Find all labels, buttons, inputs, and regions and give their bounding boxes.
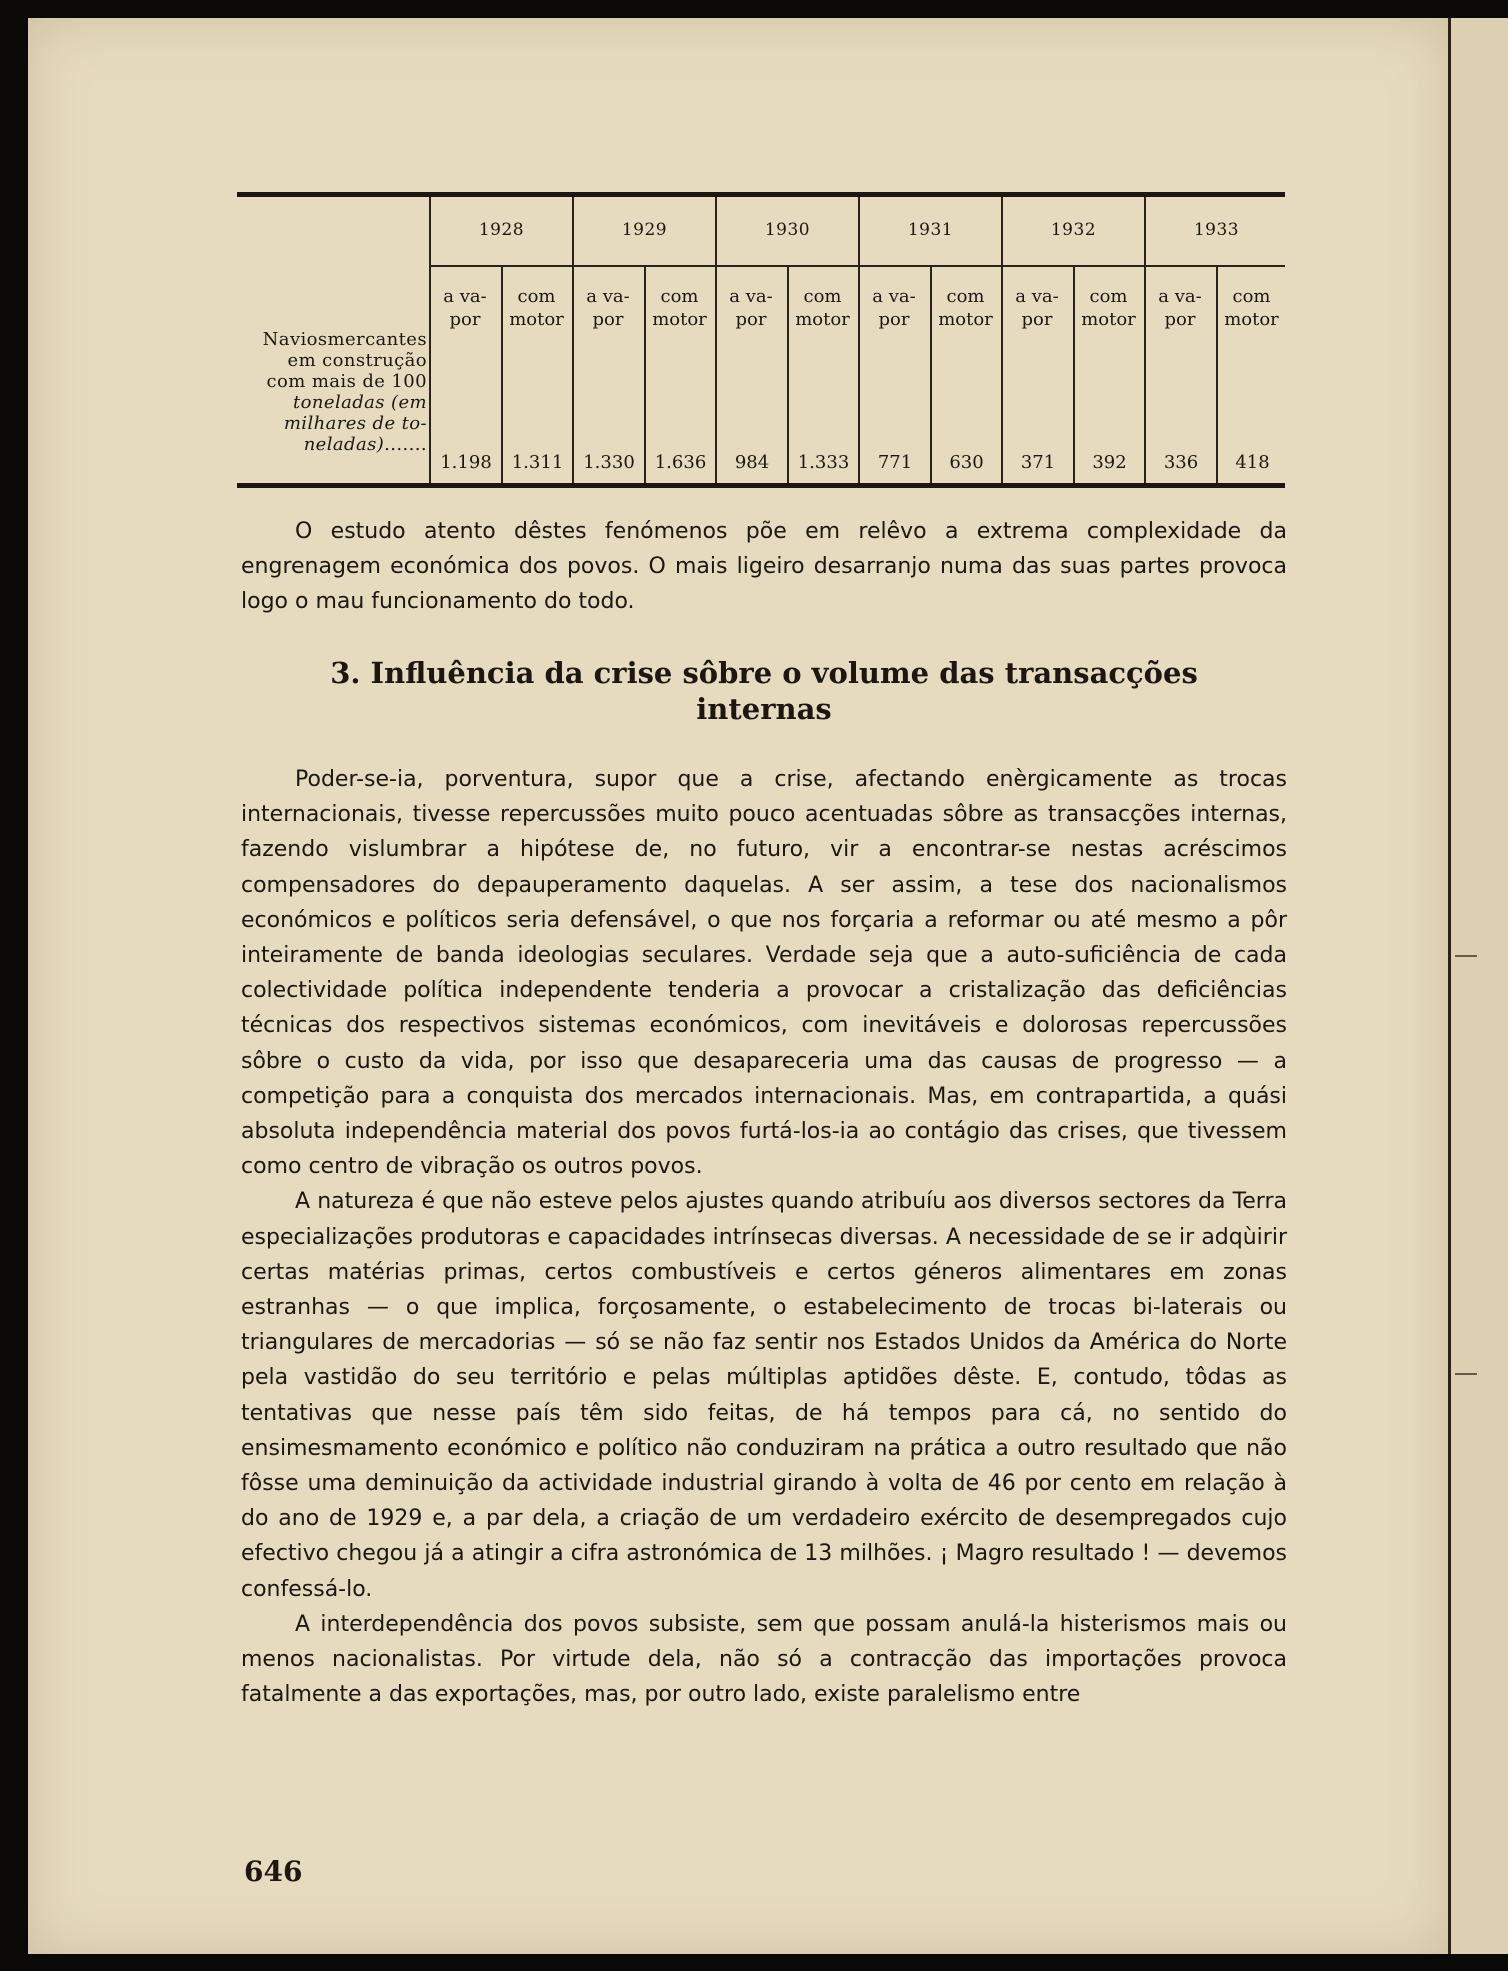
table-cell: 1.330 bbox=[583, 452, 635, 473]
subheader-line: com bbox=[517, 286, 556, 307]
subheader-line: por bbox=[449, 309, 481, 330]
table-cell: 371 bbox=[1020, 452, 1056, 473]
row-label-line: Naviosmercantes bbox=[262, 329, 427, 350]
table-cell: 984 bbox=[734, 452, 770, 473]
year-header: 1932 bbox=[1050, 220, 1097, 240]
table-cell: 392 bbox=[1092, 452, 1127, 473]
subheader-line: motor bbox=[509, 309, 564, 330]
table-cell: 1.311 bbox=[511, 452, 564, 473]
motor-subheader bbox=[645, 285, 715, 331]
paragraph: Poder-se-ia, porventura, supor que a crise, afectando enèrgicamente as trocas internacionais, tivesse repercussões muito pouco acentuadas sôbre as transacções internas, fazendo vislumbrar a hipótese de, no futuro, vir a encontrar-se nestas acréscimos compensadores do depauperamento daquelas. A ser assim, a tese dos nacionalismos económicos e políticos seria defensável, o que nos forçaria a reformar ou até mesmo a pôr inteiramente de banda ideologias seculares. Verdade seja que a auto-suficiência de cada colectividade política independente tenderia a provocar a cristalização das deficiências técnicas dos respectivos sistemas económicos, com inevitáveis e dolorosas repercussões sôbre o custo da vida, por isso que desapareceria uma das causas de progresso — a competição para a conquista dos mercados internacionais. Mas, em contrapartida, a quási absoluta independência material dos povos furtá-los-ia ao contágio das crises, que tivessem como centro de vibração os outros povos. bbox=[241, 767, 1287, 1180]
subheader-line: por bbox=[1164, 309, 1196, 330]
page-number: 646 bbox=[244, 1855, 303, 1888]
subheader-line: a va- bbox=[1015, 286, 1059, 307]
steam-subheader bbox=[859, 285, 929, 331]
motor-subheader bbox=[931, 285, 1001, 331]
subheader-line: a va- bbox=[443, 286, 487, 307]
motor-subheader bbox=[788, 285, 858, 331]
row-label-line: neladas) bbox=[303, 434, 385, 455]
row-label bbox=[239, 329, 427, 455]
subheader-line: por bbox=[878, 309, 910, 330]
edge-mark bbox=[1455, 1373, 1477, 1375]
steam-subheader bbox=[573, 285, 643, 331]
body-text bbox=[241, 762, 1287, 1712]
subheader-line: com bbox=[946, 286, 985, 307]
subheader-line: por bbox=[592, 309, 624, 330]
year-header: 1928 bbox=[478, 220, 525, 240]
year-header: 1929 bbox=[621, 220, 668, 240]
row-label-line: em construção bbox=[287, 350, 427, 371]
leader-dots: ....... bbox=[384, 434, 427, 455]
edge-mark bbox=[1455, 955, 1477, 957]
table-cell: 1.333 bbox=[797, 452, 850, 473]
table-top-rule bbox=[237, 192, 1285, 197]
table-bottom-rule bbox=[237, 483, 1285, 488]
steam-subheader bbox=[430, 285, 500, 331]
subheader-line: por bbox=[1021, 309, 1053, 330]
subheader-line: motor bbox=[1081, 309, 1136, 330]
section-heading-line: internas bbox=[696, 692, 832, 726]
steam-subheader bbox=[1002, 285, 1072, 331]
paragraph: O estudo atento dêstes fenómenos põe em relêvo a extrema complexidade da engrenagem económica dos povos. O mais ligeiro desarranjo numa das suas partes provoca logo o mau funcionamento do todo. bbox=[241, 519, 1287, 615]
subheader-line: a va- bbox=[1158, 286, 1202, 307]
subheader-line: motor bbox=[938, 309, 993, 330]
subheader-line: com bbox=[803, 286, 842, 307]
year-header: 1930 bbox=[764, 220, 811, 240]
subheader-line: com bbox=[660, 286, 699, 307]
section-heading-line: 3. Influência da crise sôbre o volume das transacções bbox=[330, 656, 1198, 690]
section-heading bbox=[241, 655, 1287, 727]
subheader-line: motor bbox=[652, 309, 707, 330]
year-header: 1933 bbox=[1193, 220, 1240, 240]
motor-subheader bbox=[502, 285, 572, 331]
subheader-line: com bbox=[1232, 286, 1271, 307]
motor-subheader bbox=[1074, 285, 1144, 331]
motor-subheader bbox=[1217, 285, 1287, 331]
subheader-line: a va- bbox=[729, 286, 773, 307]
table-cell: 336 bbox=[1163, 452, 1199, 473]
table-cell: 418 bbox=[1235, 452, 1270, 473]
subheader-line: motor bbox=[1224, 309, 1279, 330]
table-cell: 771 bbox=[877, 452, 913, 473]
steam-subheader bbox=[1145, 285, 1215, 331]
row-label-line: toneladas (em bbox=[293, 392, 427, 413]
steam-subheader bbox=[716, 285, 786, 331]
paragraph: A natureza é que não esteve pelos ajustes quando atribuíu aos diversos sectores da Terra especializações produtoras e capacidades intrínsecas diversas. A necessidade de se ir adqùirir certas matérias primas, certos combustíveis e certos géneros alimentares em zonas estranhas — o que implica, forçosamente, o estabelecimento de trocas bi-laterais ou triangulares de mercadorias — só se não faz sentir nos Estados Unidos da América do Norte pela vastidão do seu território e pelas múltiplas aptidões dêste. E, contudo, tôdas as tentativas que nesse país têm sido feitas, de há tempos para cá, no sentido do ensimesmamento económico e político não conduziram na prática a outro resultado que não fôsse uma deminuição da actividade industrial girando à volta de 46 por cento em relação à do ano de 1929 e, a par dela, a criação de um verdadeiro exército de desempregados cujo efectivo chegou já a atingir a cifra astronómica de 13 milhões. ¡ Magro resultado ! — devemos confessá-lo. bbox=[241, 1189, 1287, 1602]
row-label-line: com mais de 100 bbox=[266, 371, 427, 392]
subheader-line: a va- bbox=[872, 286, 916, 307]
row-label-line: milhares de to- bbox=[283, 413, 427, 434]
facing-page-edge bbox=[1448, 18, 1508, 1954]
subheader-line: a va- bbox=[586, 286, 630, 307]
subheader-line: com bbox=[1089, 286, 1128, 307]
subheader-line: por bbox=[735, 309, 767, 330]
table-cell: 1.198 bbox=[440, 452, 492, 473]
paragraph: A interdependência dos povos subsiste, sem que possam anulá-la histerismos mais ou menos nacionalistas. Por virtude dela, não só a contracção das importações provoca fatalmente a das exportações, mas, por outro lado, existe paralelismo entre bbox=[241, 1611, 1287, 1708]
year-header: 1931 bbox=[907, 220, 954, 240]
table-cell: 1.636 bbox=[654, 452, 707, 473]
intro-paragraph-block bbox=[241, 514, 1287, 620]
table-cell: 630 bbox=[949, 452, 984, 473]
subheader-line: motor bbox=[795, 309, 850, 330]
